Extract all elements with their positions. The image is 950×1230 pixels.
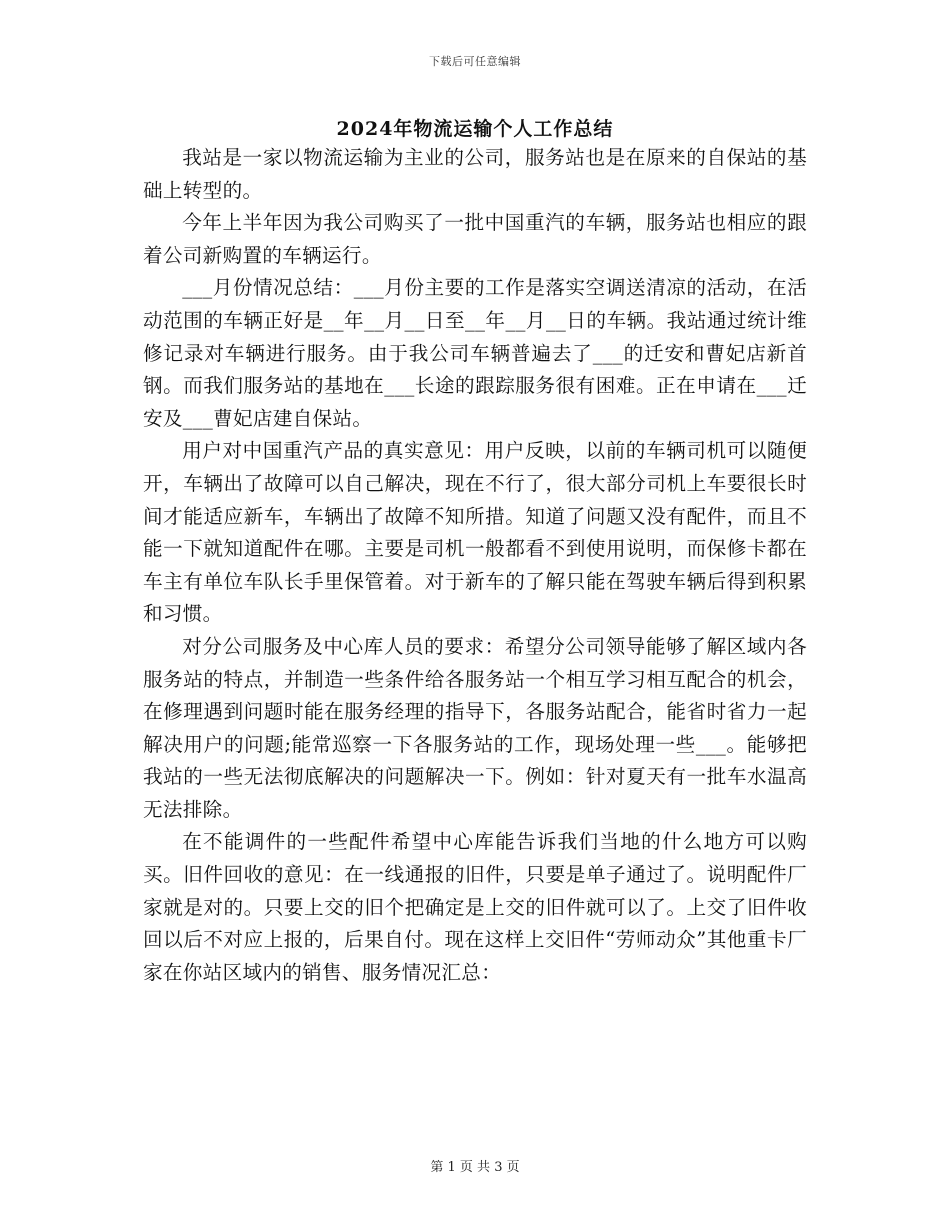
paragraph-5: 对分公司服务及中心库人员的要求：希望分公司领导能够了解区域内各服务站的特点，并制造一些条件给各服务站一个相互学习相互配合的机会，在修理遇到问题时能在服务经理的指导下，各服务站配合，能省时省力一起解决用户的问题;能常巡察一下各服务站的工作，现场处理一些___。能够把我站的一些无法彻底解决的问题解决一下。例如：针对夏天有一批车水温高无法排除。	[143, 634, 807, 821]
page-footer: 第 1 页 共 3 页	[430, 1160, 520, 1175]
paragraph-2: 今年上半年因为我公司购买了一批中国重汽的车辆，服务站也相应的跟着公司新购置的车辆运行。	[143, 211, 807, 267]
paragraph-3: ___月份情况总结：___月份主要的工作是落实空调送清凉的活动，在活动范围的车辆正好是__年__月__日至__年__月__日的车辆。我站通过统计维修记录对车辆进行服务。由于我公司车辆普遍去了___的迁安和曹妃店新首钢。而我们服务站的基地在___长途的跟踪服务很有困难。正在申请在___迁安及___曹妃店建自保站。	[143, 276, 807, 430]
paragraph-4: 用户对中国重汽产品的真实意见：用户反映，以前的车辆司机可以随便开，车辆出了故障可以自己解决，现在不行了，很大部分司机上车要很长时间才能适应新车，车辆出了故障不知所措。知道了问题又没有配件，而且不能一下就知道配件在哪。主要是司机一般都看不到使用说明，而保修卡都在车主有单位车队长手里保管着。对于新车的了解只能在驾驶车辆后得到积累和习惯。	[143, 439, 807, 626]
document-body	[143, 142, 807, 989]
paragraph-1: 我站是一家以物流运输为主业的公司，服务站也是在原来的自保站的基础上转型的。	[143, 146, 807, 202]
document-title: 2024年物流运输个人工作总结	[336, 118, 614, 140]
paragraph-6: 在不能调件的一些配件希望中心库能告诉我们当地的什么地方可以购买。旧件回收的意见：在一线通报的旧件，只要是单子通过了。说明配件厂家就是对的。只要上交的旧个把确定是上交的旧件就可以了。上交了旧件收回以后不对应上报的，后果自付。现在这样上交旧件“劳师动众”其他重卡厂家在你站区域内的销售、服务情况汇总：	[143, 830, 807, 984]
header-note: 下载后可任意编辑	[429, 55, 521, 68]
